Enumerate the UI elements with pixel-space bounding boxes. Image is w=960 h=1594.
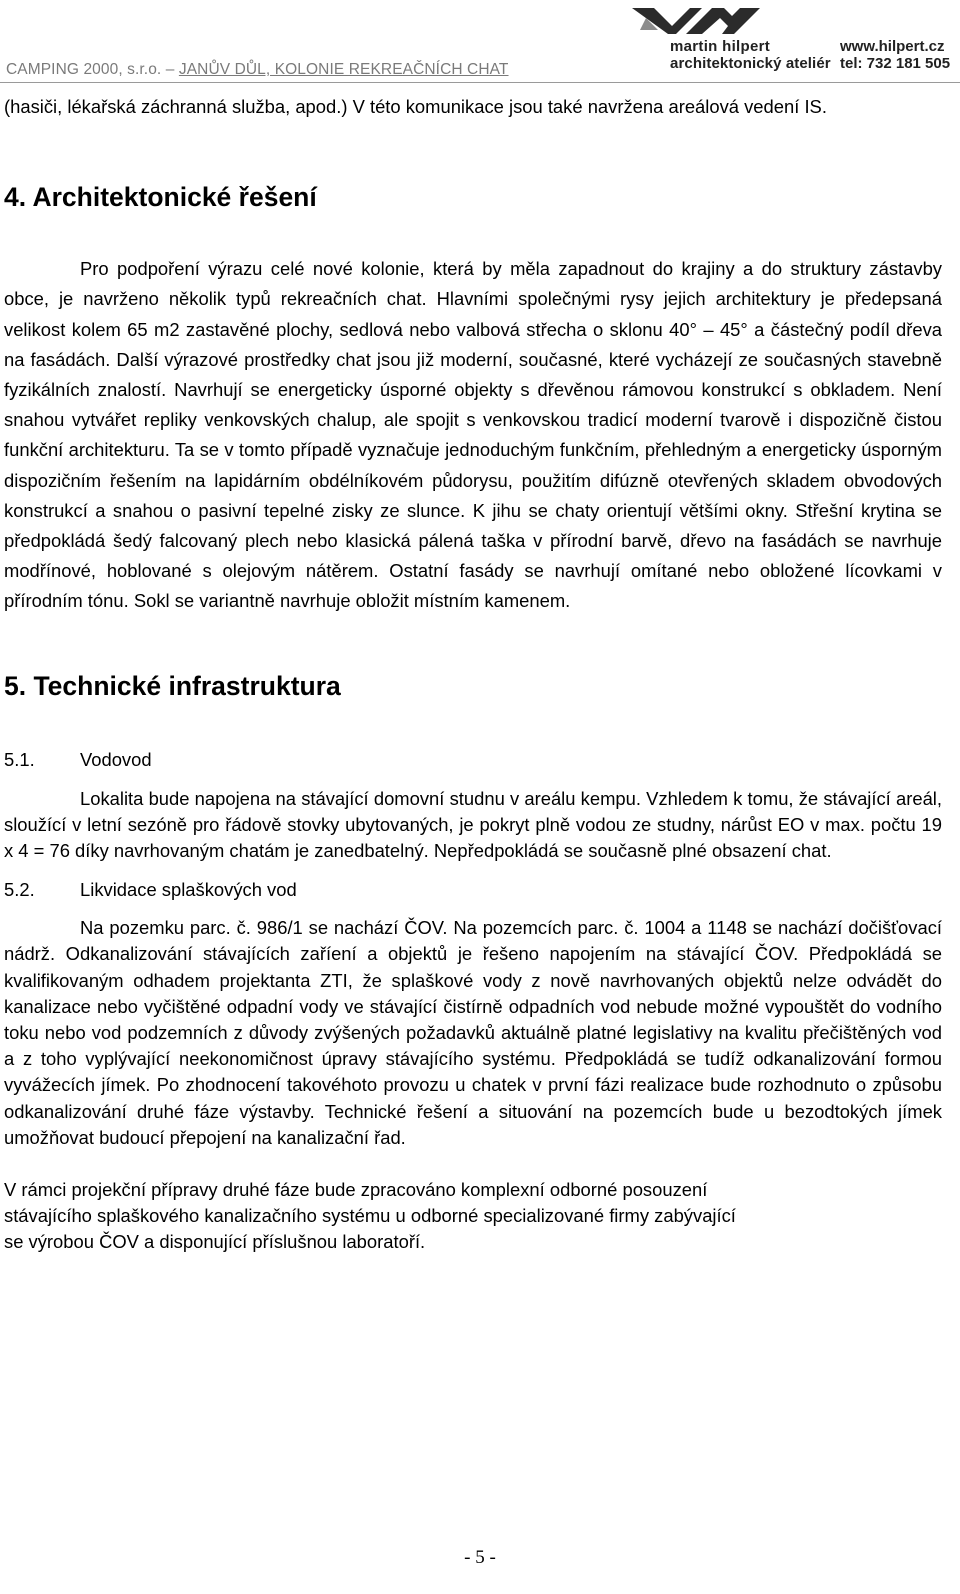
subsection-title: Likvidace splaškových vod — [80, 879, 297, 901]
closing-line: se výrobou ČOV a disponující příslušnou laboratoří. — [4, 1231, 426, 1253]
subsection-5-2-closing-paragraph — [4, 1177, 942, 1256]
closing-line: stávajícího splaškového kanalizačního systému u odborné specializované firmy zabývající — [4, 1205, 736, 1227]
section-4-heading: 4. Architektonické řešení — [4, 182, 317, 213]
subsection-5-1-heading — [4, 747, 942, 773]
page-number: - 5 - — [464, 1547, 496, 1568]
document-body — [4, 92, 942, 1256]
logo-website: www.hilpert.cz — [840, 38, 945, 55]
header-divider — [0, 82, 960, 83]
section-4-paragraph: Pro podpoření výrazu celé nové kolonie, která by měla zapadnout do krajiny a do struktury zástavby obce, je navrženo několik typů rekreačních chat. Hlavními společnými rysy jejich architektury je předepsaná velikost kolem 65 m2 zastavěné plochy, sedlová nebo valbová střecha o sklonu 40° – 45° a částečný podíl dřeva na fasádách. Další výrazové prostředky chat jsou již moderní, současné, které vycházejí ze současných stavebně fyzikálních znalostí. Navrhují se energeticky úsporné objekty s dřevěnou rámovou konstrukcí s obkladem. Není snahou vytvářet repliky venkovských chalup, ale spojit s venkovskou tradicí moderní tvarově i dispozičně čistou funkční architekturu. Ta se v tomto případě vyznačuje jednoduchým funkčním, přehledným a energeticky úsporným dispozičním řešením na lapidárním obdélníkovém půdorysu, použitím difúzně otevřených skladem obvodových konstrukcí a snahou o pasivní tepelné zisky ze slunce. K jihu se chaty orientují většími okny. Střešní krytina se předpokládá šedý falcovaný plech nebo klasická pálená taška v přírodní barvě, dřevo na fasádách se navrhuje modřínové, hoblované s olejovým nátěrem. Ostatní fasády se navrhují omítané nebo obložené lícovkami v přírodním tónu. Sokl se variantně navrhuje obložit místním kamenem. — [4, 258, 942, 612]
intro-paragraph: (hasiči, lékařská záchranná služba, apod.) V této komunikace jsou také navržena areálová vedení IS. — [4, 96, 827, 117]
subsection-number: 5.2. — [4, 879, 35, 901]
project-title — [6, 61, 509, 79]
logo-studio: architektonický ateliér — [670, 55, 831, 72]
subsection-5-2-heading — [4, 877, 942, 903]
project-title-prefix: CAMPING 2000, s.r.o. – — [6, 61, 179, 78]
project-title-name: JANŮV DŮL, KOLONIE REKREAČNÍCH CHAT — [178, 61, 509, 78]
page-header — [0, 0, 960, 84]
architect-logo-icon — [632, 4, 762, 40]
closing-line: V rámci projekční přípravy druhé fáze bude zpracováno komplexní odborné posouzení — [4, 1179, 708, 1201]
logo-name: martin hilpert — [670, 38, 771, 55]
subsection-title: Vodovod — [80, 748, 152, 770]
subsection-5-1-paragraph: Lokalita bude napojena na stávající domovní studnu v areálu kempu. Vzhledem k tomu, že stávající areál, sloužící v letní sezóně pro řádově stovky ubytovaných, je pokryt plně vodou ze studny, nárůst EO v max. počtu 19 x 4 = 76 díky navrhovaným chatám je zanedbatelný. Nepředpokládá se současně plné obsazení chat. — [4, 787, 942, 862]
logo-phone: tel: 732 181 505 — [840, 55, 951, 72]
subsection-number: 5.1. — [4, 748, 35, 770]
subsection-5-2-paragraph: Na pozemku parc. č. 986/1 se nachází ČOV. Na pozemcích parc. č. 1004 a 1148 se nachází dočišťovací nádrž. Odkanalizování stávajících zaříení a objektů je řešeno napojením na stávající ČOV. Předpokládá se kvalifikovaným odhadem projektanta ZTI, že splaškové vody z nově navrhovaných objektů nelze odvádět do kanalizace nebo vyčištěné odpadní vody ve stávající čistírně odpadních vod nebude možné vypouštět do vodního toku nebo vod podzemních z důvody zvýšených požadavků aktuálně platné legislativy na kvalitu přečištěných vod a z toho vyplývající neekonomičnost úpravy stávajícího systému. Předpokládá se tudíž odkanalizování formou vyvážecích jímek. Po zhodnocení takovéhoto provozu u chatek v první fázi realizace bude rozhodnuto o způsobu odkanalizování druhé fáze výstavby. Technické řešení a situování na pozemcích bude u bezodtokých jímek umožňovat budoucí přepojení na kanalizační řad. — [4, 917, 942, 1148]
section-5-heading: 5. Technické infrastruktura — [4, 670, 341, 701]
